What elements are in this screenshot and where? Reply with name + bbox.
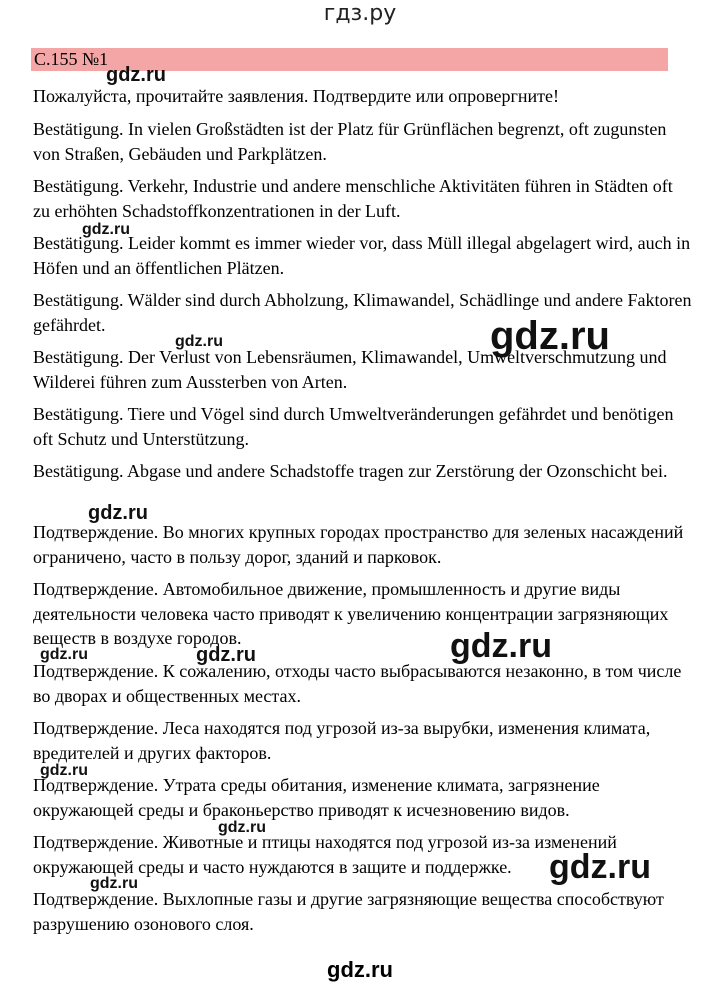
german-statement-4: Bestätigung. Wälder sind durch Abholzung, Klimawandel, Schädlinge und andere Faktoren gefährdet. xyxy=(33,290,692,335)
russian-statement-1: Подтверждение. Во многих крупных городах пространство для зеленых насаждений ограничено, часто в пользу дорог, зданий и парковок. xyxy=(33,522,684,567)
watermark: gdz.ru xyxy=(90,875,138,892)
watermark: gdz.ru xyxy=(450,627,552,665)
watermark: gdz.ru xyxy=(82,221,130,238)
watermark: gdz.ru xyxy=(490,314,610,358)
russian-statement-6: Подтверждение. Животные и птицы находятся под угрозой из-за изменений окружающей среды и часто нуждаются в защите и поддержке. xyxy=(33,832,617,877)
russian-statement-2: Подтверждение. Автомобильное движение, промышленность и другие виды деятельности человека часто приводят к увеличению концентрации загрязняющих веществ в воздухе городов. xyxy=(33,579,669,648)
watermark: gdz.ru xyxy=(40,762,88,779)
task-number-header: С.155 №1 xyxy=(31,48,668,71)
instruction-paragraph: Пожалуйста, прочитайте заявления. Подтвердите или опровергните! xyxy=(33,86,559,106)
watermark: gdz.ru xyxy=(40,646,88,663)
watermark: gdz.ru xyxy=(196,644,256,666)
site-title[interactable]: гдз.ру xyxy=(323,1,397,26)
russian-statement-4: Подтверждение. Леса находятся под угрозой из-за вырубки, изменения климата, вредителей и других факторов. xyxy=(33,718,651,763)
russian-statement-7: Подтверждение. Выхлопные газы и другие загрязняющие вещества способствуют разрушению озонового слоя. xyxy=(33,889,664,934)
russian-statement-5: Подтверждение. Утрата среды обитания, изменение климата, загрязнение окружающей среды и браконьерство приводят к исчезновению видов. xyxy=(33,775,600,820)
german-statement-6: Bestätigung. Tiere und Vögel sind durch Umweltveränderungen gefährdet und benötigen oft Schutz und Unterstützung. xyxy=(33,404,674,449)
german-statement-7: Bestätigung. Abgase und andere Schadstoffe tragen zur Zerstörung der Ozonschicht bei. xyxy=(33,461,668,481)
watermark: gdz.ru xyxy=(218,819,266,836)
german-statement-2: Bestätigung. Verkehr, Industrie und andere menschliche Aktivitäten führen in Städten oft zu erhöhten Schadstoffkonzentrationen in der Luft. xyxy=(33,176,673,221)
site-footer[interactable]: gdz.ru xyxy=(327,957,393,982)
watermark: gdz.ru xyxy=(549,848,651,886)
watermark: gdz.ru xyxy=(88,502,148,524)
russian-statement-3: Подтверждение. К сожалению, отходы часто выбрасываются незаконно, в том числе во дворах и общественных местах. xyxy=(33,661,682,706)
watermark: gdz.ru xyxy=(106,64,166,86)
german-statement-3: Bestätigung. Leider kommt es immer wieder vor, dass Müll illegal abgelagert wird, auch in Höfen und an öffentlichen Plätzen. xyxy=(33,233,691,278)
german-statement-5: Bestätigung. Der Verlust von Lebensräumen, Klimawandel, Umweltverschmutzung und Wilderei führen zum Aussterben von Arten. xyxy=(33,347,667,392)
watermark: gdz.ru xyxy=(175,333,223,350)
german-statement-1: Bestätigung. In vielen Großstädten ist der Platz für Grünflächen begrenzt, oft zugunsten von Straßen, Gebäuden und Parkplätzen. xyxy=(33,119,667,164)
